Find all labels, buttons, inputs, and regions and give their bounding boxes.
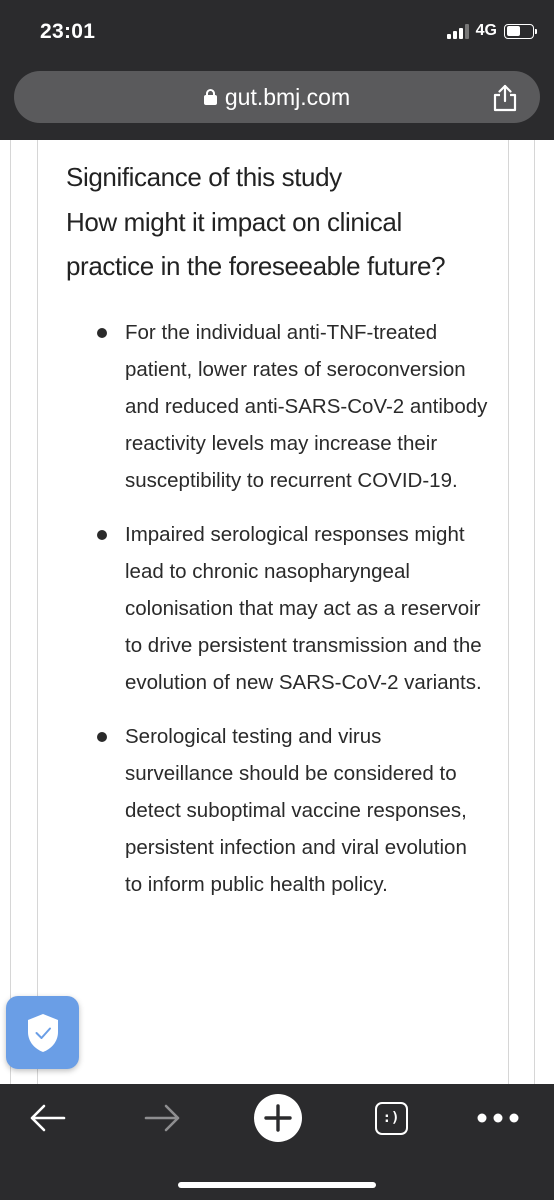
bullet-icon (97, 732, 107, 742)
home-indicator[interactable] (178, 1182, 376, 1188)
list-item (94, 314, 489, 499)
url-bar[interactable] (14, 71, 540, 123)
shield-check-icon (24, 1012, 62, 1054)
forward-arrow-icon (143, 1103, 183, 1133)
share-icon[interactable] (492, 84, 518, 112)
bullet-text: For the individual anti-TNF-treated patient, lower rates of seroconversion and reduced anti-SARS-CoV-2 antibody reactivity levels may increase their susceptibility to recurrent COVID-19. (125, 321, 488, 492)
bullet-text: Serological testing and virus surveillance should be considered to detect suboptimal vaccine responses, persistent infection and viral evolution to inform public health policy. (125, 725, 467, 896)
status-time: 23:01 (40, 20, 96, 43)
battery-icon (504, 24, 534, 39)
new-tab-icon (253, 1093, 303, 1143)
more-button[interactable] (476, 1096, 520, 1140)
bottom-toolbar (0, 1084, 554, 1200)
section-heading: Significance of this study (66, 162, 342, 192)
signal-icon (447, 23, 469, 39)
shield-button[interactable] (6, 996, 79, 1069)
bullet-text: Impaired serological responses might lead to chronic nasopharyngeal colonisation that may act as a reservoir to drive persistent transmission and the evolution of new SARS-CoV-2 variants. (125, 523, 482, 694)
browser-header (0, 66, 554, 140)
status-bar (0, 0, 554, 66)
lock-icon (204, 89, 217, 105)
list-item (94, 718, 489, 903)
section-subheading: How might it impact on clinical practice in the foreseeable future? (66, 207, 446, 281)
tabs-button[interactable] (372, 1096, 410, 1140)
url-text[interactable]: gut.bmj.com (224, 83, 351, 110)
forward-button[interactable] (140, 1096, 186, 1140)
list-item (94, 516, 489, 701)
back-button[interactable] (24, 1096, 70, 1140)
bullet-icon (97, 328, 107, 338)
bullet-list (94, 314, 489, 920)
tabs-icon (375, 1102, 408, 1135)
web-page[interactable] (0, 140, 554, 1084)
status-indicators (447, 22, 534, 40)
network-type: 4G (475, 22, 497, 39)
new-tab-button[interactable] (253, 1096, 303, 1140)
bullet-icon (97, 530, 107, 540)
tabs-label: :) (382, 1110, 400, 1126)
back-arrow-icon (27, 1103, 67, 1133)
more-icon (476, 1112, 520, 1124)
